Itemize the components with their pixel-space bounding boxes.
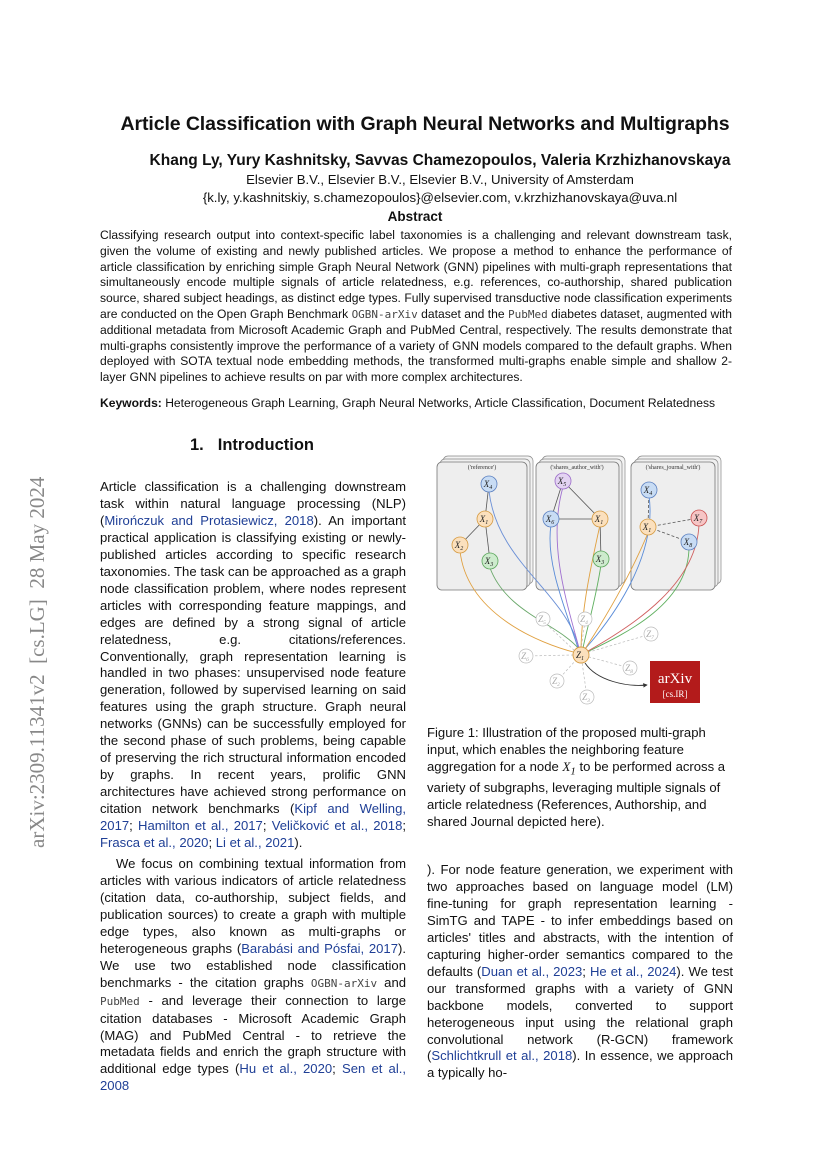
- affiliation-block: [60, 171, 820, 206]
- caption-text: Figure 1: Illustration of the proposed multi-graph input, which enables the neighboring feature aggregation for a node: [427, 725, 706, 774]
- citation-link[interactable]: Veličković et al., 2018: [271, 818, 403, 834]
- arxiv-logo-category: [cs.IR]: [662, 689, 688, 699]
- node-z4: [578, 612, 592, 626]
- svg-text:Z7: $Z_7$: [646, 629, 654, 641]
- body-text: ). An important practical application is classifying existing or newly-published articles according to specific research taxonomies. The task can be approached as a graph node classification problem, where nodes represent articles with corresponding feature mappings, and edges are defined by a strong signal of article relatedness, e.g. citations/references. Conventionally, graph representation learning is handled in two phases: unsupervised node feature generation, followed by supervised learning on said features using the graph structure. Graph neural networks (GNNs) can be successfully employed for the second phase of such problems, being capable of preserving the rich structural information encoded by graphs. In recent years, prolific GNN architectures have achieved strong performance on citation network benchmarks (: [100, 512, 406, 817]
- node-z6: [519, 649, 533, 663]
- section-heading: [190, 436, 314, 455]
- svg-text:Z3: $Z_3$: [582, 692, 590, 704]
- svg-text:Z6: $Z_6$: [521, 651, 529, 663]
- node-x7-journal: [691, 510, 707, 526]
- svg-text:Z2: $Z_2$: [552, 676, 560, 688]
- keywords: [100, 396, 732, 412]
- svg-text:X4: $X_4$: [483, 479, 493, 491]
- panel-label-journal: ('shares_journal_with'): [645, 465, 701, 471]
- math-variable: X: [562, 758, 571, 774]
- citation-link[interactable]: Frasca et al., 2020: [100, 835, 209, 851]
- svg-text:X7: $X_7$: [693, 513, 703, 525]
- author-list: Khang Ly, Yury Kashnitsky, Savvas Chamezopoulos, Valeria Krzhizhanovskaya: [149, 152, 731, 169]
- panel-label-reference: ('reference'): [467, 465, 497, 471]
- citation-link[interactable]: Li et al., 2021: [215, 835, 295, 851]
- arxiv-id-text: arXiv:2309.11341v2 [cs.LG] 28 May 2024: [25, 476, 49, 848]
- body-text: and: [377, 974, 407, 990]
- section-title: Introduction: [217, 436, 314, 454]
- citation-link[interactable]: Hamilton et al., 2017: [138, 818, 263, 834]
- arxiv-logo: [650, 661, 700, 703]
- node-x6-author: [543, 511, 559, 527]
- body-text: ). In essence, we approach a typically ho-: [427, 1048, 733, 1081]
- citation-link[interactable]: Hu et al., 2020: [239, 1061, 333, 1077]
- body-text: ). We use two established node classification benchmarks - the citation graphs: [100, 940, 406, 990]
- node-x3-author: [593, 551, 609, 567]
- body-text: ).: [294, 835, 303, 851]
- citation-link[interactable]: He et al., 2024: [589, 963, 677, 979]
- body-text: We focus on combining textual information from articles with various indicators of article relatedness (citation data, co-authorship, subject fields, and publication sources) to create a graph with multiple edge types, also known as multi-graphs or heterogeneous graphs (: [100, 855, 406, 956]
- svg-text:X3: $X_3$: [484, 556, 494, 568]
- separator: ;: [332, 1061, 342, 1077]
- abstract-heading: Abstract: [387, 209, 443, 224]
- dataset-code: PubMed: [507, 307, 548, 321]
- node-x1-reference: [477, 511, 493, 527]
- arxiv-logo-text: arXiv: [657, 671, 693, 687]
- svg-text:X1: $X_1$: [594, 514, 604, 526]
- svg-text:Z8: $Z_8$: [625, 663, 633, 675]
- node-x4-journal: [641, 482, 657, 498]
- node-x2-reference: [452, 537, 468, 553]
- separator: ;: [262, 818, 272, 834]
- node-x4-reference: [481, 476, 497, 492]
- svg-text:X5: $X_5$: [557, 476, 567, 488]
- abstract-text: Classifying research output into context-specific label taxonomies is a challenging and relevant downstream task, given the volume of existing and newly published articles. We propose a method to enhance the performance of article classification by enriching simple Graph Neural Network (GNN) pipelines with multi-graph representations that simultaneously encode multiple signals of article relatedness, e.g. references, co-authorship, shared publication source, shared subject headings, as distinct edge types. Fully supervised transductive node classification experiments are conducted on the Open Graph Benchmark: [100, 228, 732, 321]
- citation-link[interactable]: Sen et al., 2008: [100, 1061, 406, 1094]
- abstract-body: [100, 228, 732, 386]
- separator: ;: [582, 963, 590, 979]
- citation-link[interactable]: Duan et al., 2023: [481, 963, 583, 979]
- node-x5-author: [555, 473, 571, 489]
- citation-link[interactable]: Kipf and Welling, 2017: [100, 801, 406, 834]
- node-x8-journal: [681, 534, 697, 550]
- dataset-code: OGBN-arXiv: [351, 307, 418, 321]
- abstract-text: diabetes dataset, augmented with additional metadata from Microsoft Academic Graph and PubMed Central, respectively. The results demonstrate that multi-graphs consistently improve the performance of a variety of GNN models compared to the default graphs. When deployed with SOTA textual node embedding methods, the transformed multi-graphs enable simple and shallow 2-layer GNN pipelines to achieve results on par with more complex architectures.: [100, 306, 733, 385]
- svg-text:X1: $X_1$: [479, 514, 489, 526]
- svg-text:X4: $X_4$: [643, 485, 653, 497]
- citation-link[interactable]: Barabási and Pósfai, 2017: [241, 940, 398, 956]
- right-column: [427, 862, 733, 1082]
- citation-link[interactable]: Mirończuk and Protasiewicz, 2018: [104, 512, 314, 528]
- node-z7: [644, 627, 658, 641]
- node-z1: [573, 647, 589, 663]
- svg-text:X8: $X_8$: [683, 537, 693, 549]
- abstract-text: dataset and the: [417, 306, 508, 321]
- keywords-text: Heterogeneous Graph Learning, Graph Neural Networks, Article Classification, Document Relatedness: [165, 396, 716, 410]
- prediction-arrow: [585, 663, 647, 685]
- dataset-code: OGBN-arXiv: [310, 976, 378, 990]
- body-text: - and leverage their connection to large citation databases - Microsoft Academic Graph (MAG) and PubMed Central - to retrieve the metadata fields and enrich the graph structure with additional edge types (: [100, 992, 406, 1077]
- figure-1-caption: [427, 725, 733, 831]
- svg-text:X3: $X_3$: [595, 554, 605, 566]
- body-text: Article classification is a challenging downstream task within natural language processing (NLP) (: [100, 479, 406, 528]
- separator: ;: [208, 835, 216, 851]
- keywords-label: Keywords:: [100, 396, 162, 410]
- dataset-code: PubMed: [100, 994, 140, 1008]
- svg-text:X1: $X_1$: [642, 522, 652, 534]
- section-number: 1.: [190, 436, 204, 454]
- affiliations: Elsevier B.V., Elsevier B.V., Elsevier B.V., University of Amsterdam: [246, 172, 634, 187]
- body-text: ). We test our transformed graphs with a variety of GNN backbone models, converted to support heterogeneous input using the relational graph convolutional network (R-GCN) framework (: [427, 963, 734, 1064]
- node-x1-journal: [640, 519, 656, 535]
- math-subscript: 1: [570, 765, 576, 778]
- left-column: [100, 479, 406, 1095]
- intro-paragraph-2-continued: [427, 862, 733, 1082]
- node-z2: [550, 674, 564, 688]
- node-x1-author: [592, 511, 608, 527]
- node-z8: [623, 661, 637, 675]
- separator: ;: [129, 818, 138, 834]
- node-z3: [580, 690, 594, 704]
- body-text: ). For node feature generation, we experiment with two approaches based on language model (LM) fine-tuning for graph representation learning - SimTG and TAPE - to infer embeddings based on articles' titles and abstracts, with the intention of capturing higher-order semantics compared to the defaults (: [427, 862, 733, 979]
- citation-link[interactable]: Schlichtkrull et al., 2018: [431, 1048, 573, 1064]
- caption-text: to be performed across a variety of subgraphs, leveraging multiple signals of article relatedness (References, Authorship, and shared Journal depicted here).: [427, 758, 726, 830]
- intro-paragraph-1: [100, 479, 406, 852]
- separator: ;: [402, 818, 406, 834]
- paper-title: Article Classification with Graph Neural Networks and Multigraphs: [120, 113, 730, 135]
- multigraph-diagram: [427, 443, 733, 721]
- node-z5: [536, 612, 550, 626]
- svg-text:X2: $X_2$: [454, 540, 464, 552]
- panel-label-author: ('shares_author_with'): [550, 465, 604, 471]
- intro-paragraph-2: [100, 856, 406, 1095]
- figure-1-multigraph: [427, 443, 733, 721]
- svg-text:X6: $X_6$: [545, 514, 555, 526]
- arxiv-identifier[interactable]: [18, 336, 54, 856]
- node-x3-reference: [482, 553, 498, 569]
- svg-text:Z5: $Z_5$: [538, 614, 546, 626]
- svg-text:Z4: $Z_4$: [580, 614, 588, 626]
- svg-text:Z1: $Z_1$: [575, 650, 585, 662]
- author-emails: {k.ly, y.kashnitskiy, s.chamezopoulos}@elsevier.com, v.krzhizhanovskaya@uva.nl: [202, 189, 678, 205]
